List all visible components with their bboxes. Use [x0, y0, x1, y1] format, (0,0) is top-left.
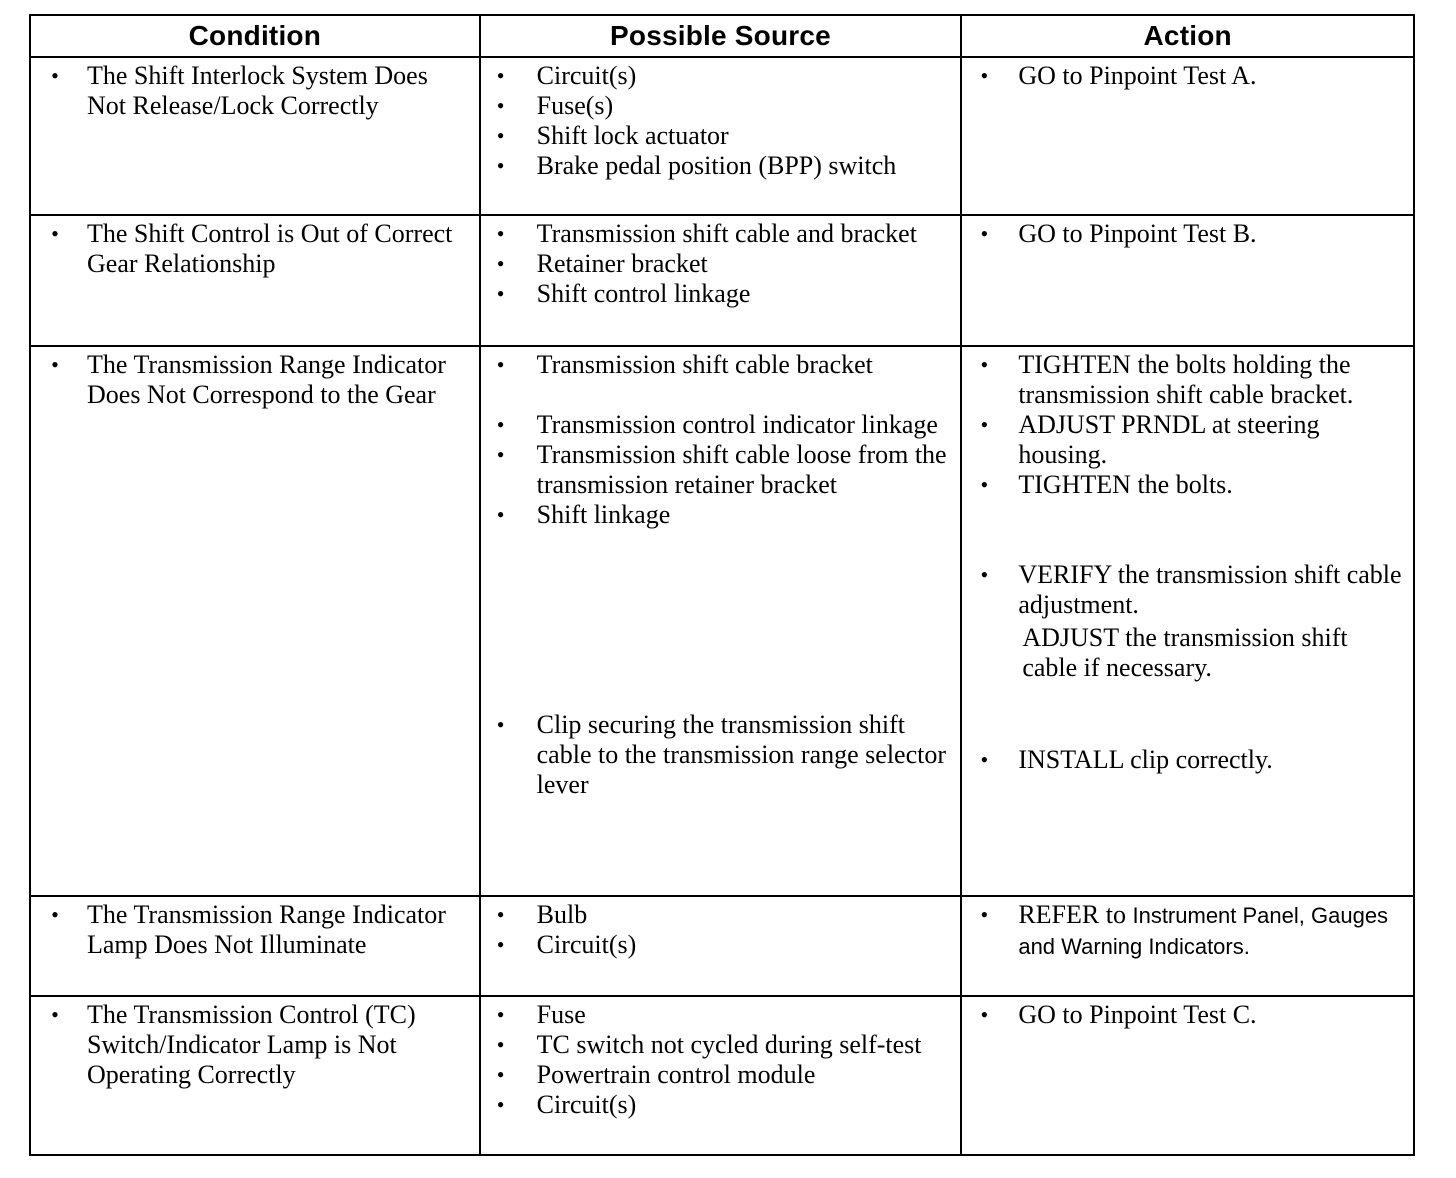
bullet-icon: • [980, 747, 989, 772]
table-row [30, 346, 1414, 896]
source-item: • Fuse [481, 1000, 953, 1030]
source-item: • Bulb [481, 900, 953, 930]
action-cell [961, 215, 1414, 346]
bullet-icon: • [496, 63, 505, 88]
source-item: • Transmission shift cable and bracket [481, 219, 953, 249]
source-item: • Shift linkage [481, 500, 953, 530]
condition-cell [30, 996, 480, 1155]
action-item: • GO to Pinpoint Test A. [962, 61, 1405, 91]
condition-cell [30, 896, 480, 996]
header-action: Action [961, 15, 1414, 57]
action-cell [961, 57, 1414, 215]
table-header-row [30, 15, 1414, 57]
condition-cell [30, 215, 480, 346]
bullet-icon: • [496, 1032, 505, 1057]
header-possible-source: Possible Source [480, 15, 962, 57]
source-item: • Clip securing the transmission shift cable to the transmission range selector lever [481, 710, 953, 800]
bullet-icon: • [496, 1092, 505, 1117]
condition-cell [30, 346, 480, 896]
condition-item: • The Shift Control is Out of Correct Gear Relationship [31, 219, 471, 279]
action-item: • TIGHTEN the bolts holding the transmission shift cable bracket. [962, 350, 1405, 410]
action-item: • TIGHTEN the bolts. [962, 470, 1405, 500]
bullet-icon: • [496, 502, 505, 527]
bullet-icon: • [980, 1002, 989, 1027]
source-item: • Transmission control indicator linkage [481, 410, 953, 440]
bullet-icon: • [51, 902, 59, 927]
bullet-icon: • [496, 281, 505, 306]
source-cell [480, 215, 962, 346]
reference-link: Instrument Panel, Gauges and Warning Indicators. [1018, 903, 1389, 959]
condition-item: • The Transmission Range Indicator Lamp Does Not Illuminate [31, 900, 471, 960]
action-item: • REFER to Instrument Panel, Gauges and Warning Indicators. [962, 900, 1405, 962]
bullet-icon: • [496, 352, 505, 377]
action-item: • VERIFY the transmission shift cable adjustment. [962, 560, 1405, 620]
table-row [30, 57, 1414, 215]
action-item: • ADJUST PRNDL at steering housing. [962, 410, 1405, 470]
condition-item: • The Transmission Range Indicator Does Not Correspond to the Gear [31, 350, 471, 410]
source-item: • Transmission shift cable loose from the transmission retainer bracket [481, 440, 953, 500]
bullet-icon: • [51, 1002, 59, 1027]
bullet-icon: • [496, 412, 505, 437]
source-cell [480, 57, 962, 215]
bullet-icon: • [980, 412, 989, 437]
bullet-icon: • [496, 153, 505, 178]
condition-item: • The Transmission Control (TC) Switch/Indicator Lamp is Not Operating Correctly [31, 1000, 471, 1090]
action-cell [961, 996, 1414, 1155]
source-item: • TC switch not cycled during self-test [481, 1030, 953, 1060]
condition-item: • The Shift Interlock System Does Not Release/Lock Correctly [31, 61, 471, 121]
bullet-icon: • [980, 221, 989, 246]
source-item: • Transmission shift cable bracket [481, 350, 953, 380]
bullet-icon: • [496, 932, 505, 957]
bullet-icon: • [980, 902, 989, 927]
bullet-icon: • [980, 352, 989, 377]
source-item: • Fuse(s) [481, 91, 953, 121]
source-item: • Powertrain control module [481, 1060, 953, 1090]
source-item: • Circuit(s) [481, 930, 953, 960]
bullet-icon: • [980, 63, 989, 88]
bullet-icon: • [496, 93, 505, 118]
source-item: • Brake pedal position (BPP) switch [481, 151, 953, 181]
bullet-icon: • [496, 442, 505, 467]
bullet-icon: • [496, 123, 505, 148]
source-item: • Shift control linkage [481, 279, 953, 309]
bullet-icon: • [496, 712, 505, 737]
bullet-icon: • [496, 251, 505, 276]
action-item: • GO to Pinpoint Test C. [962, 1000, 1405, 1030]
action-item: • GO to Pinpoint Test B. [962, 219, 1405, 249]
bullet-icon: • [496, 1002, 505, 1027]
bullet-icon: • [980, 472, 989, 497]
bullet-icon: • [51, 352, 59, 377]
table-row [30, 896, 1414, 996]
source-item: • Retainer bracket [481, 249, 953, 279]
bullet-icon: • [496, 902, 505, 927]
diagnostic-table [29, 14, 1415, 1156]
source-cell [480, 346, 962, 896]
source-cell [480, 996, 962, 1155]
condition-cell [30, 57, 480, 215]
header-condition: Condition [30, 15, 480, 57]
bullet-icon: • [51, 221, 59, 246]
source-item: • Circuit(s) [481, 61, 953, 91]
action-note: ADJUST the transmission shift cable if necessary. [1022, 623, 1348, 682]
source-item: • Circuit(s) [481, 1090, 953, 1120]
bullet-icon: • [980, 562, 989, 587]
action-cell [961, 896, 1414, 996]
bullet-icon: • [496, 221, 505, 246]
source-item: • Shift lock actuator [481, 121, 953, 151]
bullet-icon: • [51, 63, 59, 88]
action-item: • INSTALL clip correctly. [962, 745, 1405, 775]
source-cell [480, 896, 962, 996]
action-cell [961, 346, 1414, 896]
bullet-icon: • [496, 1062, 505, 1087]
table-row [30, 996, 1414, 1155]
table-row [30, 215, 1414, 346]
